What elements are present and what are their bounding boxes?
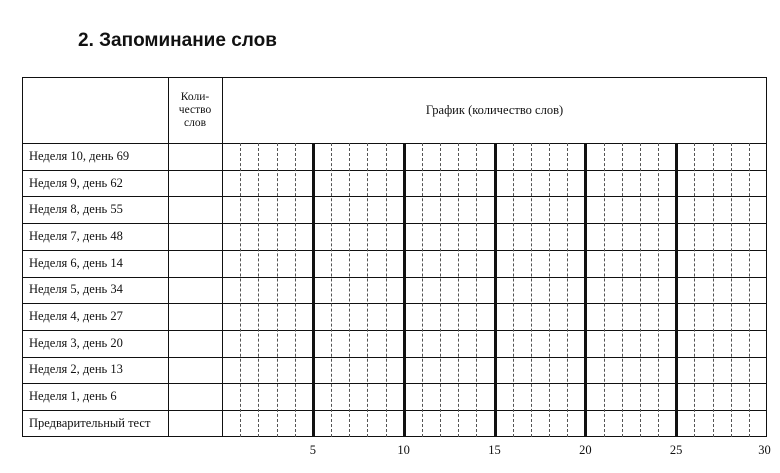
count-cell[interactable]	[168, 357, 222, 384]
row-label: Неделя 3, день 20	[29, 335, 123, 350]
col-divider-count	[222, 77, 223, 437]
row-label: Предварительный тест	[29, 415, 151, 430]
count-cell[interactable]	[168, 170, 222, 197]
grid-major-line	[312, 143, 315, 437]
grid-major-line	[584, 143, 587, 437]
grid-minor-line	[367, 143, 368, 437]
row-divider	[22, 250, 767, 251]
row-divider	[22, 196, 767, 197]
grid-major-line	[403, 143, 406, 437]
row-divider	[22, 357, 767, 358]
axis-tick-label: 10	[397, 443, 410, 457]
row-divider	[22, 410, 767, 411]
grid-minor-line	[240, 143, 241, 437]
row-label: Неделя 5, день 34	[29, 282, 123, 297]
count-cell[interactable]	[168, 196, 222, 223]
grid-minor-line	[622, 143, 623, 437]
axis-tick-label: 30	[758, 443, 771, 457]
grid-major-line	[494, 143, 497, 437]
count-cell[interactable]	[168, 330, 222, 357]
count-cell[interactable]	[168, 143, 222, 170]
axis-tick-label: 20	[579, 443, 592, 457]
grid-minor-line	[731, 143, 732, 437]
grid-minor-line	[513, 143, 514, 437]
row-label: Неделя 4, день 27	[29, 309, 123, 324]
grid-minor-line	[749, 143, 750, 437]
grid-minor-line	[422, 143, 423, 437]
row-divider	[22, 223, 767, 224]
grid-minor-line	[476, 143, 477, 437]
count-cell[interactable]	[168, 277, 222, 304]
count-cell[interactable]	[168, 303, 222, 330]
grid-minor-line	[604, 143, 605, 437]
grid-minor-line	[658, 143, 659, 437]
axis-tick-label: 25	[669, 443, 683, 457]
grid-minor-line	[567, 143, 568, 437]
col-divider-label	[168, 77, 169, 437]
row-label: Неделя 8, день 55	[29, 202, 123, 217]
grid-minor-line	[458, 143, 459, 437]
row-label: Неделя 10, день 69	[29, 148, 130, 163]
header-count: Коли- чество слов	[178, 90, 212, 129]
row-divider	[22, 170, 767, 171]
row-label: Неделя 9, день 62	[29, 175, 123, 190]
count-cell[interactable]	[168, 250, 222, 277]
row-label: Неделя 2, день 13	[29, 362, 123, 377]
row-label: Неделя 6, день 14	[29, 255, 123, 270]
grid-minor-line	[349, 143, 350, 437]
grid-minor-line	[713, 143, 714, 437]
row-divider	[22, 383, 767, 384]
row-divider	[22, 277, 767, 278]
grid-minor-line	[694, 143, 695, 437]
grid-minor-line	[440, 143, 441, 437]
grid-minor-line	[640, 143, 641, 437]
count-cell[interactable]	[168, 383, 222, 410]
grid-minor-line	[331, 143, 332, 437]
grid-minor-line	[277, 143, 278, 437]
page-title: 2. Запоминание слов	[78, 30, 277, 51]
grid-minor-line	[258, 143, 259, 437]
row-divider	[22, 303, 767, 304]
grid-minor-line	[386, 143, 387, 437]
grid-minor-line	[531, 143, 532, 437]
count-cell[interactable]	[168, 223, 222, 250]
row-divider	[22, 330, 767, 331]
grid-minor-line	[549, 143, 550, 437]
header-chart: График (количество слов)	[425, 102, 564, 117]
axis-tick-label: 15	[488, 443, 501, 457]
axis-tick-label: 5	[309, 443, 316, 457]
row-label: Неделя 7, день 48	[29, 228, 123, 243]
count-cell[interactable]	[168, 410, 222, 437]
row-label: Неделя 1, день 6	[29, 389, 117, 404]
grid-major-line	[675, 143, 678, 437]
grid-minor-line	[295, 143, 296, 437]
